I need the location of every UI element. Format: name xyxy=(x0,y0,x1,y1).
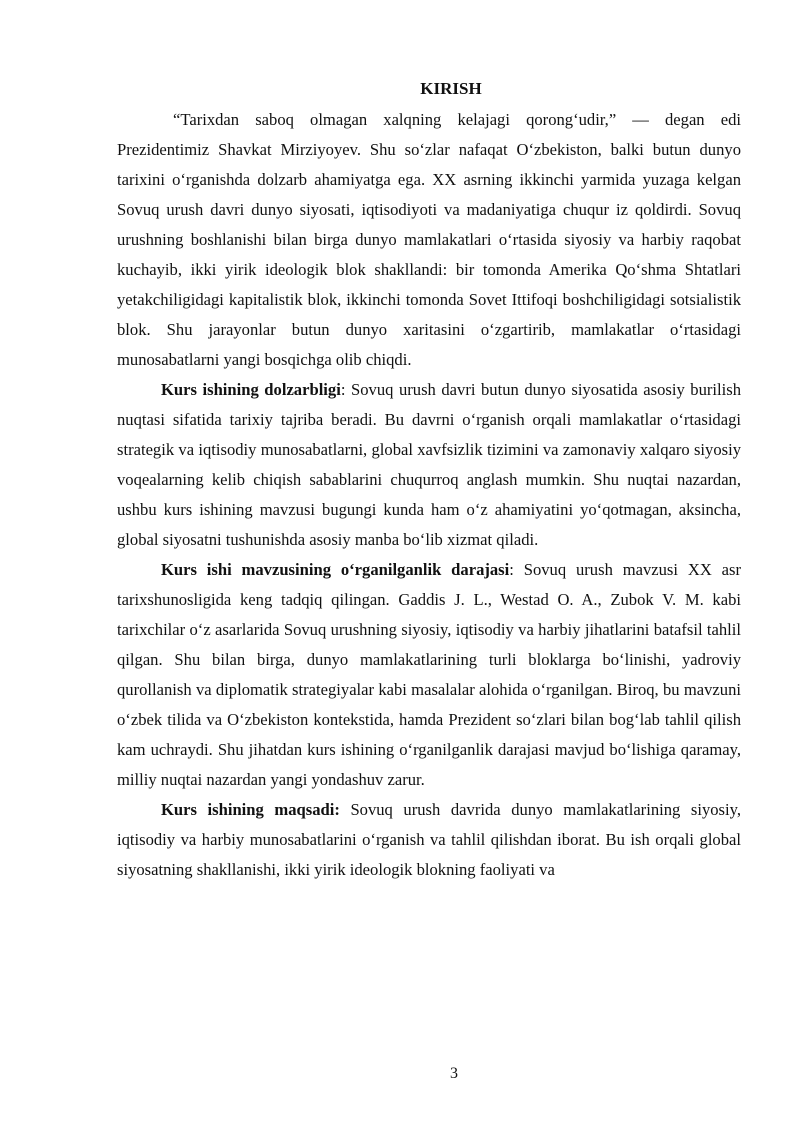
study-level-text: Sovuq urush mavzusi XX asr tarixshunosligida keng tadqiq qilingan. Gaddis J. L., Westad O. A., Zubok V. M. kabi tarixchilar o‘z asarlarida Sovuq urushning siyosiy, iqtisodiy va harbiy jihatlarini batafsil tahlil qilgan. Shu bilan birga, dunyo mamlakatlarining turli bloklarga bo‘linishi, yadroviy qurollanish va diplomatik strategiyalar kabi masalalar alohida o‘rganilgan. Biroq, bu mavzuni o‘zbek tilida va O‘zbekiston kontekstida, hamda Prezident so‘zlari bilan bog‘lab tahlil qilish kam uchraydi. Shu jihatdan kurs ishining o‘rganilganlik darajasi mavjud bo‘lishiga qaramay, milliy nuqtai nazardan yangi yondashuv zarur. xyxy=(117,560,742,789)
goal-paragraph xyxy=(117,795,741,885)
goal-title: Kurs ishining maqsadi: xyxy=(161,800,340,819)
relevance-text: Sovuq urush davri butun dunyo siyosatida asosiy burilish nuqtasi sifatida tarixiy tajriba beradi. Bu davrni o‘rganish orqali mamlakatlar o‘rtasidagi strategik va iqtisodiy munosabatlarni, global xavfsizlik tizimini va zamonaviy xalqaro siyosiy voqealarning kelib chiqish sabablarini chuqurroq anglash mumkin. Shu nuqtai nazardan, ushbu kurs ishining mavzusi bugungi kunda ham o‘z ahamiyatini yo‘qotmagan, aksincha, global siyosatni tushunishda asosiy manba bo‘lib xizmat qiladi. xyxy=(117,380,741,549)
relevance-separator: : xyxy=(340,380,346,399)
study-level-separator: : xyxy=(509,560,514,579)
page-number: 3 xyxy=(450,1065,458,1082)
document-page xyxy=(117,75,741,885)
relevance-paragraph xyxy=(117,375,741,555)
relevance-title: Kurs ishining dolzarbligi xyxy=(161,380,341,399)
goal-text: Sovuq urush davrida dunyo mamlakatlarining siyosiy, iqtisodiy va harbiy munosabatlarini o‘rganish va tahlil qilishdan iborat. Bu ish orqali global siyosatning shakllanishi, ikki yirik ideologik blokning faoliyati va xyxy=(117,800,741,879)
intro-paragraph: “Tarixdan saboq olmagan xalqning kelajagi qorong‘udir,” — degan edi Prezidentimiz Shavkat Mirziyoyev. Shu so‘zlar nafaqat O‘zbekiston, balki butun dunyo tarixini o‘rganishda dolzarb ahamiyatga ega. XX asrning ikkinchi yarmida yuzaga kelgan Sovuq urush davri dunyo siyosati, iqtisodiyoti va madaniyatiga chuqur iz qoldirdi. Sovuq urushning boshlanishi bilan birga dunyo mamlakatlari o‘rtasida siyosiy va harbiy raqobat kuchayib, ikki yirik ideologik blok shakllandi: bir tomonda Amerika Qo‘shma Shtatlari yetakchiligidagi kapitalistik blok, ikkinchi tomonda Sovet Ittifoqi boshchiligidagi sotsialistik blok. Shu jarayonlar butun dunyo xaritasini o‘zgartirib, mamlakatlar o‘rtasidagi munosabatlarni yangi bosqichga olib chiqdi. xyxy=(117,110,741,369)
study-level-title: Kurs ishi mavzusining o‘rganilganlik darajasi xyxy=(161,560,510,579)
study-level-paragraph xyxy=(117,555,741,795)
section-heading: KIRISH xyxy=(420,79,482,98)
